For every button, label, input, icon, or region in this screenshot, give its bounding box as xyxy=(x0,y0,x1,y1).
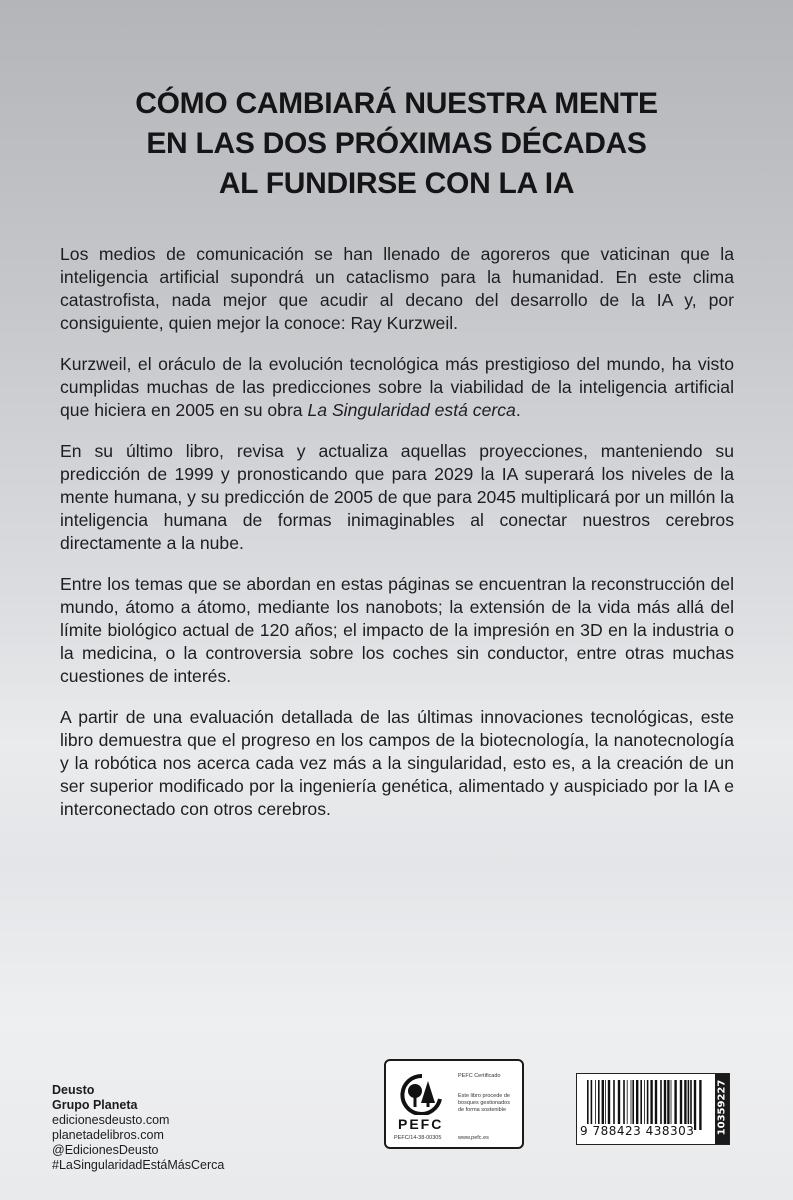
book-title-italic: La Singularidad está cerca xyxy=(307,400,516,420)
barcode-bar xyxy=(627,1080,628,1130)
barcode-bars xyxy=(583,1080,705,1130)
barcode-bar xyxy=(636,1080,638,1130)
isbn-number: 9 788423 438303 xyxy=(580,1124,695,1138)
headline-line-2: EN LAS DOS PRÓXIMAS DÉCADAS xyxy=(146,127,647,160)
barcode-bar xyxy=(694,1080,696,1130)
barcode-bar xyxy=(640,1080,642,1130)
barcode-bar xyxy=(598,1080,600,1130)
pefc-trees-icon xyxy=(400,1073,444,1115)
barcode-bar xyxy=(655,1080,657,1130)
barcode-bar xyxy=(664,1080,666,1130)
side-code: 10359227 xyxy=(716,1079,728,1136)
cover-headline xyxy=(0,84,793,204)
pefc-certification-label xyxy=(384,1059,524,1149)
paragraph-4: Entre los temas que se abordan en estas páginas se encuentran la reconstrucción del mundo, átomo a átomo, mediante los nanobots; la extensión de la vida más allá del límite biológico actual de 120 años; el impacto de la impresión en 3D en la industria o la medicina, o la controversia sobre los coches sin conductor, entre otras muchas cuestiones de interés. xyxy=(60,574,734,686)
publisher-social: @EdicionesDeusto xyxy=(52,1143,159,1157)
barcode-bar xyxy=(667,1080,669,1130)
barcode-bar xyxy=(690,1080,692,1130)
barcode-bar xyxy=(632,1080,634,1130)
barcode-bar xyxy=(631,1080,632,1130)
barcode-bar xyxy=(674,1080,676,1130)
barcode-bar xyxy=(684,1080,686,1130)
barcode-bar xyxy=(660,1080,662,1130)
barcode-bar xyxy=(608,1080,610,1130)
publisher-website-2: planetadelibros.com xyxy=(52,1128,164,1142)
publisher-hashtag: #LaSingularidadEstáMásCerca xyxy=(52,1158,225,1172)
barcode-bar xyxy=(688,1080,690,1130)
pefc-code: PEFC/14-38-00305 xyxy=(394,1135,442,1141)
paragraph-2 xyxy=(60,353,734,422)
barcode-bar xyxy=(587,1080,589,1130)
publisher-group: Grupo Planeta xyxy=(52,1098,138,1112)
barcode-bar xyxy=(602,1080,604,1130)
publisher-info xyxy=(52,1083,224,1173)
barcode-bar xyxy=(699,1080,701,1130)
synopsis xyxy=(60,243,734,839)
barcode-bar xyxy=(618,1080,620,1130)
barcode-bar xyxy=(647,1080,649,1130)
barcode-bar xyxy=(650,1080,652,1130)
barcode-bar xyxy=(605,1080,606,1130)
barcode-bar xyxy=(680,1080,682,1130)
barcode-side-strip xyxy=(715,1074,729,1144)
barcode-bar xyxy=(613,1080,615,1130)
barcode-bar xyxy=(644,1080,645,1130)
pefc-url: www.pefc.es xyxy=(458,1135,489,1141)
barcode-bar xyxy=(671,1080,672,1130)
paragraph-5: A partir de una evaluación detallada de las últimas innovaciones tecnológicas, este libro demuestra que el progreso en los campos de la biotecnología, la nanotecnología y la robótica nos acerca cada vez más a la singularidad, esto es, a la creación de un ser superior modificado por la ingeniería genética, alimentado y auspiciado por la IA e interconectado con otros cerebros. xyxy=(60,707,734,819)
pefc-certified: PEFC Certificado xyxy=(458,1073,501,1079)
paragraph-1: Los medios de comunicación se han llenado de agoreros que vaticinan que la inteligencia artificial supondrá un cataclismo para la humanidad. En este clima catastrofista, nada mejor que acudir al decano del desarrollo de la IA y, por consiguiente, quien mejor la conoce: Ray Kurzweil. xyxy=(60,244,734,333)
publisher-website-1: edicionesdeusto.com xyxy=(52,1113,170,1127)
paragraph-3: En su último libro, revisa y actualiza aquellas proyecciones, manteniendo su predicción de 1999 y pronosticando que para 2029 la IA superará los niveles de la mente humana, y su predicción de 2005 de que para 2045 multiplicará por un millón la inteligencia humana de formas inimaginables al conectar nuestros cerebros directamente a la nube. xyxy=(60,441,734,553)
headline-line-1: CÓMO CAMBIARÁ NUESTRA MENTE xyxy=(135,87,658,120)
barcode-bar xyxy=(591,1080,593,1130)
pefc-description: Este libro procede de bosques gestionados de forma sostenible xyxy=(458,1093,510,1113)
publisher-name: Deusto xyxy=(52,1083,95,1097)
pefc-logo-text: PEFC xyxy=(398,1116,444,1132)
headline-line-3: AL FUNDIRSE CON LA IA xyxy=(218,167,575,200)
barcode-bar xyxy=(595,1080,596,1130)
paragraph-2-end: . xyxy=(515,400,521,420)
isbn-barcode xyxy=(576,1073,730,1145)
barcode-bar xyxy=(623,1080,625,1130)
paragraph-2-text: Kurzweil, el oráculo de la evolución tecnológica más prestigioso del mundo, ha visto cumplidas muchas de las predicciones sobre la viabilidad de la inteligencia artificial que hiciera en 2005 en su obra xyxy=(60,354,734,420)
